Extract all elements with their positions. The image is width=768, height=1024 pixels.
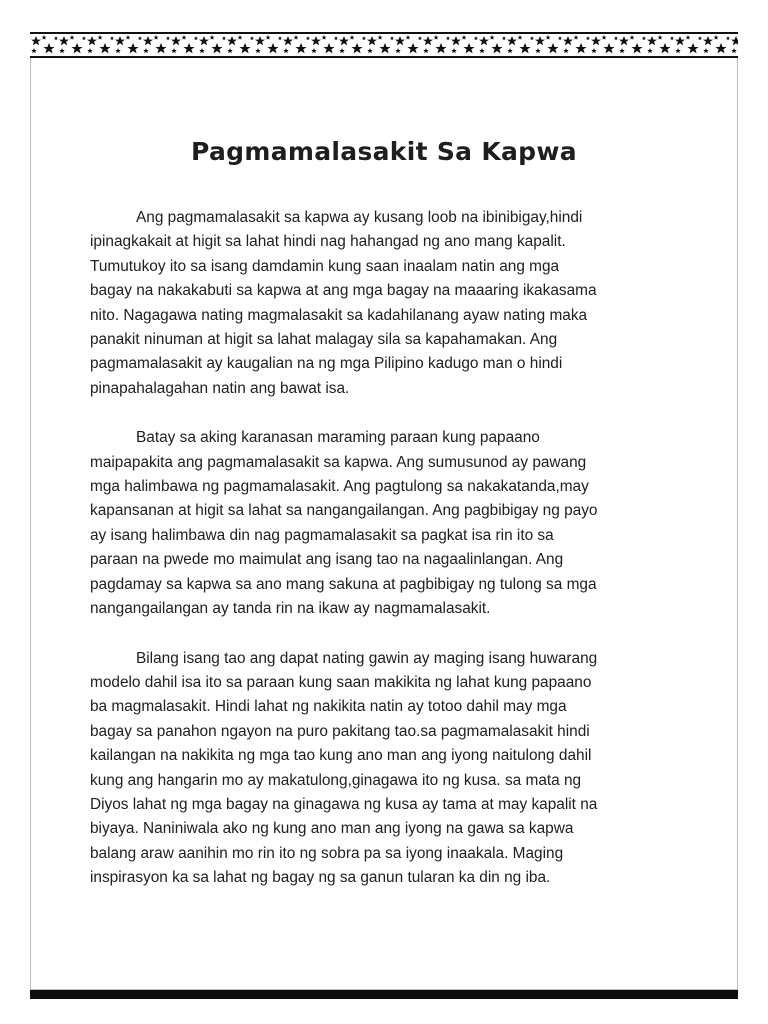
text-line: bagay na nakakabuti sa kapwa at ang mga bagay na maaaring ikakasama	[90, 282, 597, 300]
text-line: maipapakita ang pagmamalasakit sa kapwa. Ang sumusunod ay pawang	[90, 453, 587, 471]
paragraph-1	[90, 206, 682, 401]
star-border-band	[30, 32, 738, 58]
text-line: kapansanan at higit sa lahat sa nangangailangan. Ang pagbibigay ng payo	[90, 502, 598, 520]
text-line: biyaya. Naniniwala ako ng kung ano man ang iyong na gawa sa kapwa	[90, 820, 574, 838]
text-line: nito. Nagagawa nating magmalasakit sa kadahilanang ayaw nating maka	[90, 306, 588, 324]
text-line: paraan na pwede mo maimulat ang isang tao na nagaalinlangan. Ang	[90, 551, 564, 569]
text-line: Diyos lahat ng mga bagay na ginagawa ng kusa ay tama at may kapalit na	[90, 795, 598, 813]
text-line: mga halimbawa ng pagmamalasakit. Ang pagtulong sa nakakatanda,may	[90, 478, 589, 496]
text-line: kung ang hangarin mo ay makatulong,ginagawa ito ng kusa. sa mata ng	[90, 771, 582, 789]
text-line: ay isang halimbawa din nag pagmamalasakit sa pagkat isa rin ito sa	[90, 526, 554, 544]
text-line: Bilang isang tao ang dapat nating gawin ay maging isang huwarang	[136, 649, 598, 667]
text-line: Ang pagmamalasakit sa kapwa ay kusang loob na ibinibigay,hindi	[136, 209, 583, 226]
page-title: Pagmamalasakit Sa Kapwa	[191, 137, 577, 166]
text-line: nangangailangan ay tanda rin na ikaw ay nagmamalasakit.	[90, 600, 491, 618]
text-line: bagay sa panahon ngayon na puro pakitang tao.sa pagmamalasakit hindi	[90, 722, 590, 740]
essay-body	[90, 206, 682, 916]
text-line: inspirasyon ka sa lahat ng bagay ng sa ganun tularan ka din ng iba.	[90, 869, 551, 887]
text-line: balang araw aanihin mo rin ito ng sobra pa sa iyong inaakala. Maging	[90, 844, 564, 862]
star-pattern-icon	[30, 34, 738, 56]
text-line: kailangan na nakikita ng mga tao kung ano man ang iyong naitulong dahil	[90, 747, 592, 765]
bottom-rule	[30, 990, 738, 999]
text-line: ba magmalasakit. Hindi lahat ng nakikita natin ay totoo dahil may mga	[90, 698, 567, 716]
text-line: pagdamay sa kapwa sa ano mang sakuna at pagbibigay ng tulong sa mga	[90, 575, 597, 593]
text-line: Batay sa aking karanasan maraming paraan kung papaano	[136, 429, 540, 447]
text-line: pinapahalagahan natin ang bawat isa.	[90, 379, 350, 397]
paragraph-3	[90, 647, 682, 891]
paragraph-2	[90, 426, 682, 621]
text-line: panakit ninuman at higit sa lahat malagay sila sa kapahamakan. Ang	[90, 331, 558, 349]
text-line: Tumutukoy ito sa isang damdamin kung saan inaalam natin ang mga	[90, 257, 560, 275]
text-line: ipinagkakait at higit sa lahat hindi nag hahangad ng ano mang kapalit.	[90, 233, 566, 251]
text-line: modelo dahil isa ito sa paraan kung saan makikita ng lahat kung papaano	[90, 673, 592, 691]
text-line: pagmamalasakit ay kaugalian na ng mga Pilipino kadugo man o hindi	[90, 355, 563, 373]
